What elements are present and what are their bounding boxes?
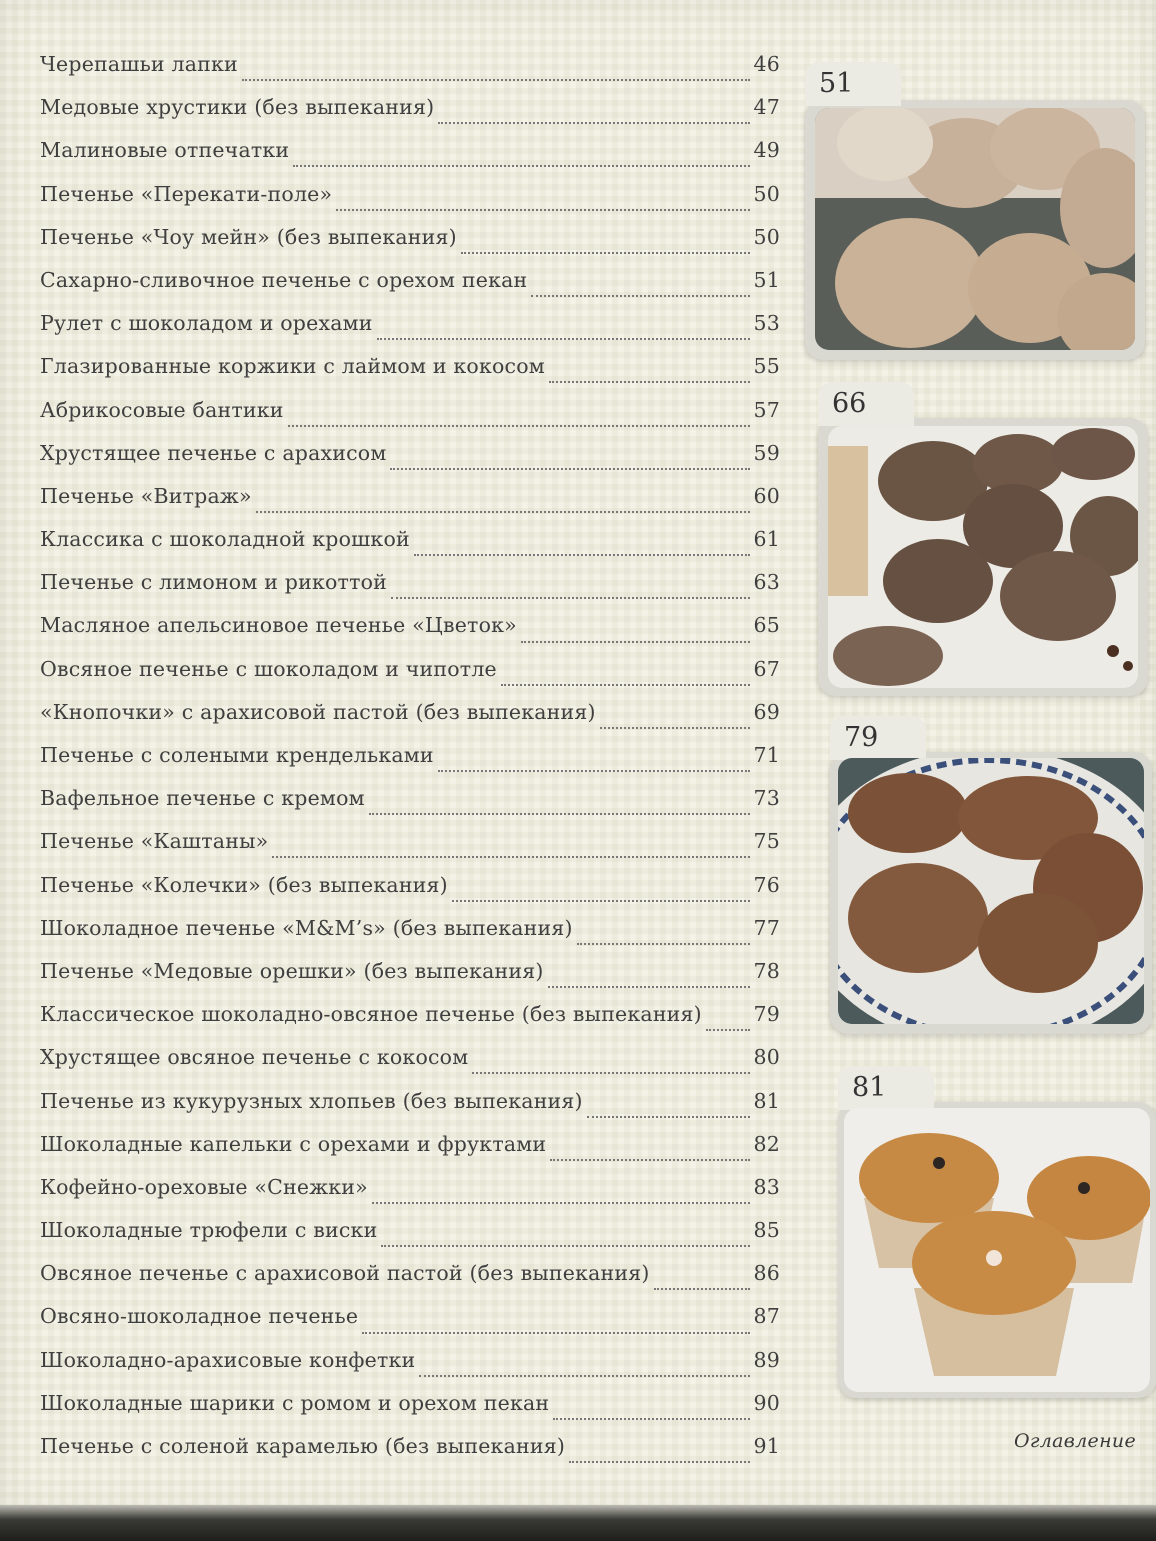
toc-entry bbox=[40, 786, 780, 829]
cookie-photo-cornflake-cups bbox=[844, 1108, 1150, 1392]
toc-dot-leader bbox=[472, 1071, 749, 1074]
footer-section-label: Оглавление bbox=[1013, 1430, 1136, 1452]
toc-entry bbox=[40, 1175, 780, 1218]
toc-entry-page: 75 bbox=[753, 829, 780, 854]
toc-entry-title: Печенье с соленой карамелью (без выпекания) bbox=[40, 1434, 566, 1458]
toc-dot-leader bbox=[521, 640, 750, 643]
toc-dot-leader bbox=[600, 726, 750, 729]
toc-entry-title: Масляное апельсиновое печенье «Цветок» bbox=[40, 613, 517, 638]
toc-entry bbox=[40, 1132, 780, 1175]
toc-entry bbox=[40, 1391, 780, 1434]
toc-entry-title: Кофейно-ореховые «Снежки» bbox=[40, 1174, 368, 1199]
toc-entry-page: 55 bbox=[753, 354, 780, 379]
toc-dot-leader bbox=[419, 1374, 749, 1377]
toc-entry bbox=[40, 225, 780, 268]
toc-entry-title: Вафельное печенье с кремом bbox=[40, 786, 365, 811]
toc-entry-title: Овсяно-шоколадное печенье bbox=[40, 1304, 359, 1329]
toc-dot-leader bbox=[414, 553, 750, 556]
toc-entry-page: 71 bbox=[753, 743, 780, 767]
toc-entry-page: 65 bbox=[753, 613, 780, 638]
toc-entry-title: Медовые хрустики (без выпекания) bbox=[40, 95, 435, 120]
toc-dot-leader bbox=[706, 1028, 750, 1031]
toc-entry-title: Классика с шоколадной крошкой bbox=[40, 527, 410, 552]
toc-entry-page: 83 bbox=[753, 1174, 780, 1199]
toc-entry-title: Овсяное печенье с шоколадом и чипотле bbox=[40, 656, 497, 681]
toc-entry-page: 87 bbox=[753, 1304, 780, 1329]
toc-dot-leader bbox=[272, 855, 749, 858]
toc-entry-page: 50 bbox=[753, 224, 780, 249]
toc-dot-leader bbox=[438, 121, 749, 124]
toc-entry-page: 77 bbox=[753, 915, 780, 940]
toc-entry-title: Сахарно-сливочное печенье с орехом пекан bbox=[40, 267, 528, 292]
cookie-photo-pecan bbox=[815, 108, 1135, 350]
toc-entry-page: 46 bbox=[753, 52, 780, 76]
toc-entry-title: Шоколадные трюфели с виски bbox=[40, 1218, 378, 1243]
toc-dot-leader bbox=[553, 1417, 749, 1420]
toc-dot-leader bbox=[549, 380, 750, 383]
toc-entry-title: Глазированные коржики с лаймом и кокосом bbox=[40, 354, 545, 379]
toc-entry-page: 53 bbox=[753, 311, 780, 336]
toc-entry-page: 50 bbox=[753, 181, 780, 206]
toc-entry-page: 67 bbox=[753, 656, 780, 681]
toc-entry-title: Печенье с лимоном и рикоттой bbox=[40, 570, 388, 595]
toc-entry-title: Хрустящее овсяное печенье с кокосом bbox=[40, 1045, 469, 1070]
toc-dot-leader bbox=[550, 1158, 749, 1161]
toc-entry-title: «Кнопочки» с арахисовой пастой (без выпекания) bbox=[40, 699, 596, 724]
cookie-photo-oatmeal-chipotle bbox=[828, 426, 1138, 688]
photo-card-81 bbox=[838, 1072, 1156, 1398]
toc-entry-page: 63 bbox=[753, 570, 780, 595]
toc-entry-page: 82 bbox=[753, 1131, 780, 1156]
toc-dot-leader bbox=[293, 164, 749, 167]
toc-entry-title: Печенье «Витраж» bbox=[40, 483, 252, 508]
toc-entry-title: Шоколадно-арахисовые конфетки bbox=[40, 1347, 416, 1372]
toc-entry-title: Печенье «Медовые орешки» (без выпекания) bbox=[40, 958, 544, 983]
photo-card-66 bbox=[818, 388, 1148, 696]
toc-entry bbox=[40, 52, 780, 95]
toc-entry bbox=[40, 484, 780, 527]
toc-entry-title: Абрикосовые бантики bbox=[40, 397, 284, 422]
toc-entry-title: Классическое шоколадно-овсяное печенье (без выпекания) bbox=[40, 1002, 702, 1027]
toc-entry-title: Печенье «Чоу мейн» (без выпекания) bbox=[40, 224, 457, 249]
toc-entry-page: 89 bbox=[753, 1347, 780, 1372]
toc-dot-leader bbox=[336, 208, 749, 211]
toc-dot-leader bbox=[288, 424, 750, 427]
toc-dot-leader bbox=[242, 78, 750, 81]
toc-dot-leader bbox=[372, 1201, 750, 1204]
photo-page-number: 66 bbox=[818, 382, 914, 426]
toc-entry bbox=[40, 613, 780, 656]
toc-entry bbox=[40, 829, 780, 872]
toc-entry-title: Рулет с шоколадом и орехами bbox=[40, 311, 373, 336]
toc-entry-page: 91 bbox=[753, 1434, 780, 1458]
toc-entry-page: 81 bbox=[753, 1088, 780, 1113]
toc-entry-title: Печенье «Перекати-поле» bbox=[40, 181, 333, 206]
toc-entry bbox=[40, 1045, 780, 1088]
toc-entry bbox=[40, 354, 780, 397]
toc-entry bbox=[40, 268, 780, 311]
toc-entry-page: 59 bbox=[753, 440, 780, 465]
toc-dot-leader bbox=[654, 1287, 750, 1290]
toc-entry bbox=[40, 873, 780, 916]
toc-entry-page: 86 bbox=[753, 1261, 780, 1286]
toc-entry-page: 80 bbox=[753, 1045, 780, 1070]
toc-entry-page: 47 bbox=[753, 95, 780, 120]
toc-entry-title: Печенье с солеными крендельками bbox=[40, 743, 434, 767]
toc-dot-leader bbox=[369, 812, 750, 815]
toc-entry-title: Печенье «Каштаны» bbox=[40, 829, 269, 854]
toc-entry-page: 76 bbox=[753, 872, 780, 897]
toc-entry bbox=[40, 700, 780, 743]
cookie-photo-chocolate-oat bbox=[838, 758, 1144, 1024]
toc-entry-title: Шоколадное печенье «M&M’s» (без выпекания) bbox=[40, 915, 573, 940]
page-bottom-edge bbox=[0, 1505, 1156, 1541]
toc-entry bbox=[40, 570, 780, 613]
toc-entry-page: 57 bbox=[753, 397, 780, 422]
toc-entry bbox=[40, 916, 780, 959]
photo-card-51 bbox=[805, 68, 1145, 360]
toc-entry bbox=[40, 138, 780, 181]
toc-dot-leader bbox=[438, 769, 750, 772]
toc-entry-page: 90 bbox=[753, 1390, 780, 1415]
toc-entry-title: Малиновые отпечатки bbox=[40, 138, 290, 163]
toc-entry-title: Печенье «Колечки» (без выпекания) bbox=[40, 872, 448, 897]
photo-page-number: 79 bbox=[830, 716, 926, 760]
toc-dot-leader bbox=[531, 294, 749, 297]
toc-dot-leader bbox=[452, 899, 750, 902]
toc-dot-leader bbox=[390, 467, 749, 470]
toc-entry bbox=[40, 311, 780, 354]
toc-dot-leader bbox=[381, 1244, 749, 1247]
toc-entry bbox=[40, 527, 780, 570]
toc-entry-page: 85 bbox=[753, 1218, 780, 1243]
toc-entry bbox=[40, 1304, 780, 1347]
toc-dot-leader bbox=[501, 683, 750, 686]
toc-dot-leader bbox=[569, 1460, 749, 1463]
toc-dot-leader bbox=[577, 942, 750, 945]
toc-entry bbox=[40, 95, 780, 138]
toc-entry-title: Хрустящее печенье с арахисом bbox=[40, 440, 387, 465]
photo-card-79 bbox=[830, 722, 1152, 1034]
toc-entry bbox=[40, 1218, 780, 1261]
toc-entry bbox=[40, 1348, 780, 1391]
toc-dot-leader bbox=[377, 337, 750, 340]
toc-entry-page: 79 bbox=[753, 1002, 780, 1027]
table-of-contents bbox=[40, 52, 780, 1477]
toc-entry bbox=[40, 959, 780, 1002]
photo-page-number: 81 bbox=[838, 1066, 934, 1110]
photo-page-number: 51 bbox=[805, 62, 901, 106]
toc-entry-page: 69 bbox=[753, 699, 780, 724]
toc-entry bbox=[40, 398, 780, 441]
toc-entry-title: Шоколадные капельки с орехами и фруктами bbox=[40, 1131, 547, 1156]
toc-entry bbox=[40, 1261, 780, 1304]
toc-entry bbox=[40, 441, 780, 484]
toc-entry-title: Печенье из кукурузных хлопьев (без выпекания) bbox=[40, 1088, 583, 1113]
toc-dot-leader bbox=[391, 596, 749, 599]
toc-entry-page: 61 bbox=[753, 527, 780, 552]
toc-dot-leader bbox=[256, 510, 750, 513]
toc-dot-leader bbox=[587, 1115, 750, 1118]
toc-dot-leader bbox=[548, 985, 750, 988]
toc-entry bbox=[40, 743, 780, 786]
toc-entry-page: 49 bbox=[753, 138, 780, 163]
toc-entry-page: 60 bbox=[753, 483, 780, 508]
toc-entry bbox=[40, 1434, 780, 1477]
toc-entry bbox=[40, 657, 780, 700]
toc-entry-title: Овсяное печенье с арахисовой пастой (без выпекания) bbox=[40, 1261, 650, 1286]
toc-entry-page: 78 bbox=[753, 958, 780, 983]
toc-entry-page: 73 bbox=[753, 786, 780, 811]
toc-entry bbox=[40, 1089, 780, 1132]
toc-entry-title: Черепашьи лапки bbox=[40, 52, 238, 76]
toc-dot-leader bbox=[362, 1331, 749, 1334]
toc-entry-page: 51 bbox=[753, 267, 780, 292]
toc-dot-leader bbox=[461, 251, 750, 254]
toc-entry bbox=[40, 1002, 780, 1045]
toc-entry-title: Шоколадные шарики с ромом и орехом пекан bbox=[40, 1390, 550, 1415]
toc-entry bbox=[40, 182, 780, 225]
